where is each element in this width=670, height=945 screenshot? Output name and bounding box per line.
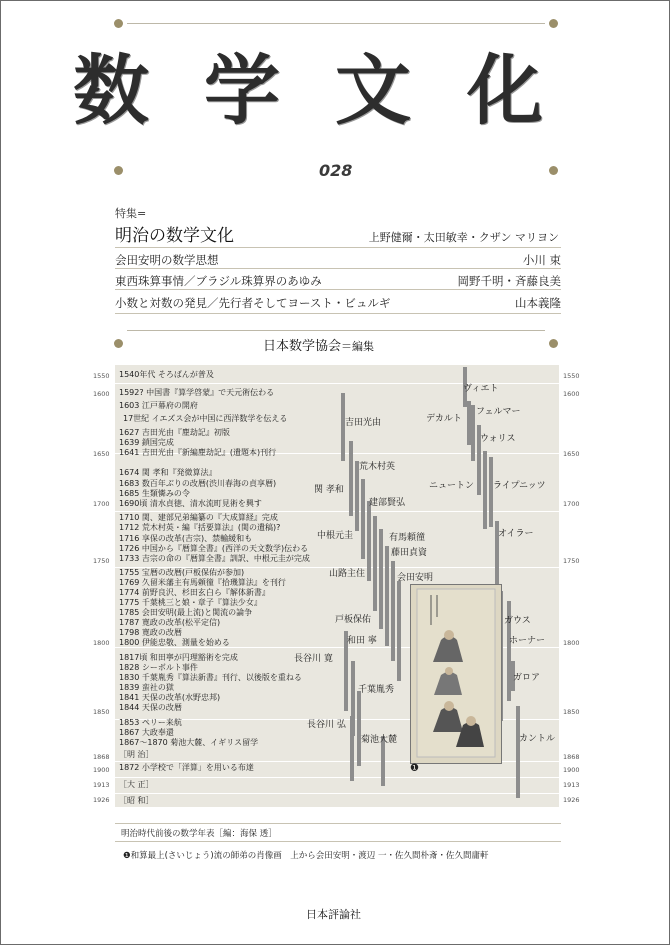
year-label: 1850 (93, 708, 110, 716)
lifespan-bar (357, 691, 361, 766)
era-label: ［昭 和］ (119, 796, 154, 805)
year-label: 1900 (93, 766, 110, 774)
timeline-event: 1867〜1870 菊池大麓、イギリス留学 (119, 738, 259, 747)
timeline-event: 1733 吉宗の命の『暦算全書』訓訳、中根元圭が完成 (119, 554, 310, 563)
timeline-event: 1769 久留米藩主有馬頼徸『拾璣算法』を刊行 (119, 578, 286, 587)
timeline-event: 1839 蛮社の獄 (119, 683, 174, 692)
timeline-event: 1872 小学校で「洋算」を用いる布達 (119, 763, 254, 772)
editor-suffix: ＝編集 (341, 340, 375, 353)
toc-title: 会田安明の数学思想 (115, 253, 219, 267)
lifespan-bar (516, 706, 520, 798)
year-label: 1800 (563, 639, 580, 647)
year-label: 1700 (563, 500, 580, 508)
grid-line (115, 777, 559, 778)
era-label: ［大 正］ (119, 780, 154, 789)
divider (115, 268, 561, 269)
title-char: 文 (335, 46, 411, 135)
year-label: 1800 (93, 639, 110, 647)
toc-author: 山本義隆 (515, 296, 561, 310)
lifespan-bar (471, 405, 475, 461)
lifespan-bar (385, 546, 389, 646)
lifespan-bar (483, 451, 487, 529)
person-name: 長谷川 弘 (307, 720, 346, 730)
timeline-event: 1639 鎖国完成 (119, 438, 174, 447)
year-label: 1900 (563, 766, 580, 774)
lifespan-bar (349, 441, 353, 516)
publisher: 日本評論社 (306, 908, 361, 921)
timeline-event: 1830 千葉胤秀『算法新書』刊行、以後版を重ねる (119, 673, 302, 682)
ornament-dot (549, 166, 558, 175)
year-label: 1750 (93, 557, 110, 565)
lifespan-bar (489, 457, 493, 527)
person-name: 千葉胤秀 (358, 685, 395, 695)
timeline-event: 1774 前野良沢、杉田玄白ら『解体新書』 (119, 588, 270, 597)
person-name: 吉田光由 (345, 418, 382, 428)
year-label: 1926 (563, 796, 580, 804)
person-name: 荒木村英 (359, 462, 396, 472)
year-label: 1700 (93, 500, 110, 508)
title-char: 化 (467, 46, 543, 135)
ornament-dot (114, 339, 123, 348)
timeline-event: 1716 享保の改革(吉宗)、禁輸緩和も (119, 534, 253, 543)
ornament-dot (114, 19, 123, 28)
timeline-event: 1690頃 清水貞徳、清水流町見術を興す (119, 499, 262, 508)
person-name: 山路主住 (329, 569, 366, 579)
title-char: 学 (204, 46, 280, 135)
lifespan-bar (373, 516, 377, 611)
lifespan-bar (379, 529, 383, 629)
person-name: フェルマー (476, 407, 521, 417)
timeline-event: 1683 数百年ぶりの改暦(渋川春海の貞享暦) (119, 479, 277, 488)
year-label: 1913 (563, 781, 580, 789)
timeline-event: 1775 千葉桃三と娘・章子『算法少女』 (119, 598, 262, 607)
editor-name: 日本数学協会 (263, 339, 342, 354)
lifespan-bar (367, 501, 371, 581)
lifespan-bar (350, 716, 354, 781)
divider (115, 289, 561, 290)
person-name: ヴィエト (463, 384, 499, 394)
timeline-event: 1844 天保の改暦 (119, 703, 182, 712)
timeline-event: 1641 吉田光由『新編塵劫記』(遺題本)刊行 (119, 448, 277, 457)
lifespan-bar (397, 581, 401, 681)
person-name: オイラー (498, 529, 534, 539)
year-label: 1913 (93, 781, 110, 789)
person-name: 菊池大麓 (361, 735, 398, 745)
person-name: 長谷川 寛 (294, 654, 333, 664)
year-label: 1600 (563, 390, 580, 398)
divider (127, 23, 545, 24)
timeline-event: 1755 宝暦の改暦(戸板保佑が参加) (119, 568, 245, 577)
picture-marker: ❶ (410, 763, 419, 774)
timeline-event: 1817頃 和田寧が円理豁術を完成 (119, 653, 238, 662)
era-label: ［明 治］ (119, 750, 154, 759)
divider (115, 841, 561, 842)
year-label: 1650 (93, 450, 110, 458)
ornament-dot (549, 339, 558, 348)
timeline-event: 1853 ペリー来航 (119, 718, 182, 727)
photo-caption: ❶和算最上(さいじょう)流の師弟の肖像画 上から会田安明・渡辺 一・佐久間朴斎・佐久間庸軒 (123, 851, 489, 861)
divider (127, 330, 545, 331)
ornament-dot (114, 166, 123, 175)
year-label: 1868 (93, 753, 110, 761)
lifespan-bar (391, 561, 395, 661)
person-name: ニュートン (429, 481, 475, 491)
year-label: 1926 (93, 796, 110, 804)
year-label: 1650 (563, 450, 580, 458)
person-name: デカルト (426, 414, 462, 424)
feature-title: 明治の数学文化 (115, 226, 234, 246)
person-name: 関 孝和 (314, 485, 344, 495)
toc-title: 小数と対数の発見／先行者そしてヨースト・ビュルギ (115, 296, 391, 310)
toc-author: 岡野千明・斉藤良美 (457, 274, 561, 288)
person-name: ガウス (504, 616, 531, 626)
person-name: ホーナー (509, 636, 546, 646)
timeline-event: 1710 関、建部兄弟編纂の『大成算経』完成 (119, 513, 278, 522)
timeline-event: 1867 大政奉還 (119, 728, 174, 737)
chart-caption: 明治時代前後の数学年表［編：海保 透］ (121, 829, 277, 839)
timeline-event: 1787 寛政の改革(松平定信) (119, 618, 221, 627)
timeline-event: 1627 吉田光由『塵劫記』初版 (119, 428, 230, 437)
timeline-event: 1592? 中国書『算学啓蒙』で天元術伝わる (119, 388, 275, 397)
title-char: 数 (73, 46, 149, 135)
timeline-event: 1841 天保の改革(水野忠邦) (119, 693, 221, 702)
timeline-event: 1540年代 そろばんが普及 (119, 370, 214, 379)
divider (115, 247, 561, 248)
person-name: カントル (519, 734, 556, 744)
toc-title: 東西珠算事情／ブラジル珠算界のあゆみ (115, 274, 322, 288)
year-label: 1600 (93, 390, 110, 398)
timeline-event: 1800 伊能忠敬、測量を始める (119, 638, 230, 647)
editor (263, 335, 374, 354)
year-label: 1868 (563, 753, 580, 761)
person-name: 和田 寧 (347, 636, 377, 646)
timeline-event: 1828 シーボルト事件 (119, 663, 198, 672)
year-label: 1550 (563, 372, 580, 380)
ornament-dot (549, 19, 558, 28)
lifespan-bar (361, 479, 365, 559)
person-name: ライプニッツ (493, 481, 546, 491)
year-label: 1550 (93, 372, 110, 380)
grid-line (115, 793, 559, 794)
timeline-event: 1674 関 孝和『発微算法』 (119, 468, 217, 477)
person-name: 中根元圭 (317, 531, 354, 541)
person-name: ガロア (513, 673, 541, 683)
year-label: 1850 (563, 708, 580, 716)
timeline-event: 1712 荒木村英・編『括要算法』(関の遺稿)? (119, 523, 281, 532)
feature-authors: 上野健爾・太田敏幸・クザン マリヨン (368, 231, 559, 244)
timeline-event: 17世紀 イエズス会が中国に西洋数学を伝える (123, 414, 288, 423)
person-name: 有馬頼徸 (389, 533, 426, 543)
divider (115, 313, 561, 314)
year-label: 1750 (563, 557, 580, 565)
person-name: ウォリス (480, 434, 516, 444)
issue-number: 028 (319, 161, 353, 180)
divider (115, 823, 561, 824)
feature-label: 特集= (115, 207, 147, 220)
timeline-event: 1603 江戸幕府の開府 (119, 401, 198, 410)
portrait-image (410, 584, 502, 764)
person-name: 会田安明 (397, 573, 434, 583)
timeline-event: 1785 会田安明(最上流)と関流の論争 (119, 608, 253, 617)
person-name: 建部賢弘 (369, 498, 406, 508)
portrait-illustration (411, 585, 501, 763)
timeline-event: 1685 生類憐みの令 (119, 489, 190, 498)
person-name: 戸板保佑 (335, 615, 372, 625)
person-name: 藤田貞資 (391, 548, 428, 558)
timeline-event: 1798 寛政の改暦 (119, 628, 182, 637)
timeline-event: 1726 中国から『暦算全書』(西洋の天文数学)伝わる (119, 544, 309, 553)
toc-author: 小川 束 (522, 253, 561, 267)
